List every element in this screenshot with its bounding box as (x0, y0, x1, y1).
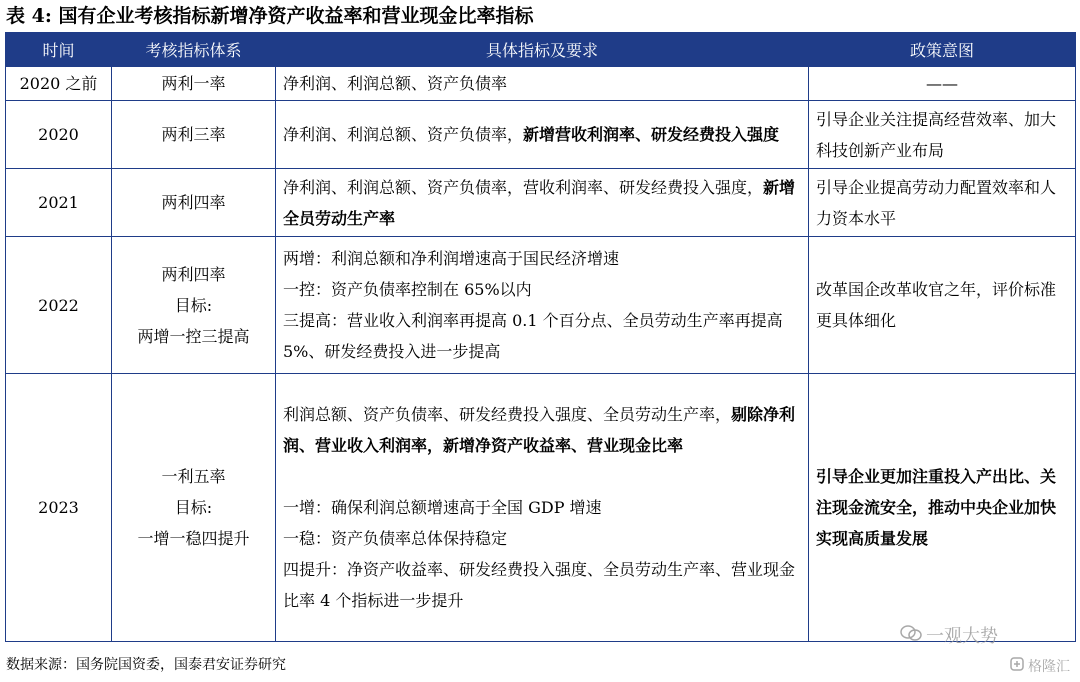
table-row (6, 101, 1076, 169)
header-intent: 政策意图 (809, 33, 1076, 67)
system-line: 两利一率 (161, 74, 226, 93)
cell-content (276, 374, 809, 642)
cell-time: 2021 (6, 169, 112, 237)
content-paragraph (283, 119, 801, 150)
cell-content (276, 67, 809, 101)
bold-text: 新增营收利润率、研发经费投入强度 (523, 125, 780, 144)
system-line: 目标: (174, 498, 213, 517)
system-line: 目标: (174, 295, 213, 315)
cell-time: 2020 (6, 101, 112, 169)
system-line: 两利四率 (161, 264, 226, 284)
table-row (6, 67, 1076, 101)
text-segment: 三提高：营业收入利润率再提高 0.1 个百分点、全员劳动生产率再提高 5%、研发经费投入进一步提高 (283, 311, 783, 361)
intent-text (816, 461, 1068, 554)
table-title: 表 4: 国有企业考核指标新增净资产收益率和营业现金比率指标 (6, 5, 534, 27)
text-segment: 改革国企改革收官之年，评价标准更具体细化 (816, 280, 1057, 330)
cell-intent (809, 374, 1076, 642)
cell-time: 2022 (6, 237, 112, 374)
system-line: 一增一稳四提升 (137, 529, 250, 548)
text-segment: 引导企业提高劳动力配置效率和人力资本水平 (816, 177, 1057, 228)
intent-text (816, 172, 1068, 234)
indicator-table (5, 32, 1076, 642)
content-paragraph (283, 274, 801, 305)
gelonghui-logo-icon (1010, 657, 1024, 675)
header-content: 具体指标及要求 (276, 33, 809, 67)
text-segment: 一稳：资产负债率总体保持稳定 (283, 529, 508, 548)
intent-text (816, 104, 1068, 166)
header-system: 考核指标体系 (112, 33, 276, 67)
watermark-platform (1010, 656, 1070, 676)
system-line: 两增一控三提高 (137, 326, 250, 346)
content-paragraph (283, 305, 801, 367)
system-line: 一利五率 (161, 467, 226, 486)
system-line: 两利四率 (161, 193, 226, 212)
cell-intent (809, 237, 1076, 374)
content-paragraph (283, 554, 801, 616)
intent-text (816, 68, 1068, 99)
content-paragraph (283, 492, 801, 523)
cell-system (112, 67, 276, 101)
cell-system (112, 101, 276, 169)
table-row (6, 374, 1076, 642)
text-segment: 引导企业关注提高经营效率、加大科技创新产业布局 (816, 109, 1057, 160)
cell-intent (809, 169, 1076, 237)
watermark-channel (900, 622, 998, 648)
cell-time: 2023 (6, 374, 112, 642)
bold-text: 剔除净利润、营业收入利润率，新增净资产收益率、营业现金比率 (283, 405, 796, 455)
cell-system (112, 374, 276, 642)
cell-intent (809, 67, 1076, 101)
text-segment: 净利润、利润总额、资产负债率，营收利润率、研发经费投入强度， (283, 177, 764, 197)
cell-time: 2020 之前 (6, 67, 112, 101)
text-segment: —— (926, 74, 958, 93)
content-paragraph (283, 172, 801, 234)
text-segment: 一控：资产负债率控制在 65%以内 (283, 280, 532, 299)
cell-content (276, 169, 809, 237)
text-segment: 净利润、利润总额、资产负债率， (283, 125, 524, 144)
bold-text: 新增全员劳动生产率 (283, 177, 796, 228)
cell-system (112, 169, 276, 237)
content-paragraph (283, 399, 801, 461)
content-paragraph (283, 523, 801, 554)
text-segment: 两增：利润总额和净利润增速高于国民经济增速 (283, 249, 620, 268)
system-line: 两利三率 (161, 125, 226, 144)
text-segment: 净利润、利润总额、资产负债率 (283, 74, 508, 93)
header-time: 时间 (6, 33, 112, 67)
bold-text: 引导企业更加注重投入产出比、关注现金流安全，推动中央企业加快实现高质量发展 (816, 467, 1057, 548)
data-source-note: 数据来源：国务院国资委，国泰君安证券研究 (6, 657, 286, 673)
watermark-platform-text: 格隆汇 (1028, 659, 1070, 675)
cell-intent (809, 101, 1076, 169)
content-paragraph (283, 461, 801, 492)
content-paragraph (283, 68, 801, 99)
wechat-icon (900, 624, 922, 647)
text-segment: 利润总额、资产负债率、研发经费投入强度、全员劳动生产率， (283, 405, 732, 424)
text-segment: 一增：确保利润总额增速高于全国 GDP 增速 (283, 498, 602, 517)
table-header-row (6, 33, 1076, 67)
cell-system (112, 237, 276, 374)
text-segment: 四提升：净资产收益率、研发经费投入强度、全员劳动生产率、营业现金比率 4 个指标进一步提升 (283, 560, 796, 610)
content-paragraph (283, 243, 801, 274)
cell-content (276, 237, 809, 374)
watermark-channel-text: 一观大势 (926, 626, 998, 647)
intent-text (816, 274, 1068, 336)
table-row (6, 237, 1076, 374)
table-row (6, 169, 1076, 237)
cell-content (276, 101, 809, 169)
